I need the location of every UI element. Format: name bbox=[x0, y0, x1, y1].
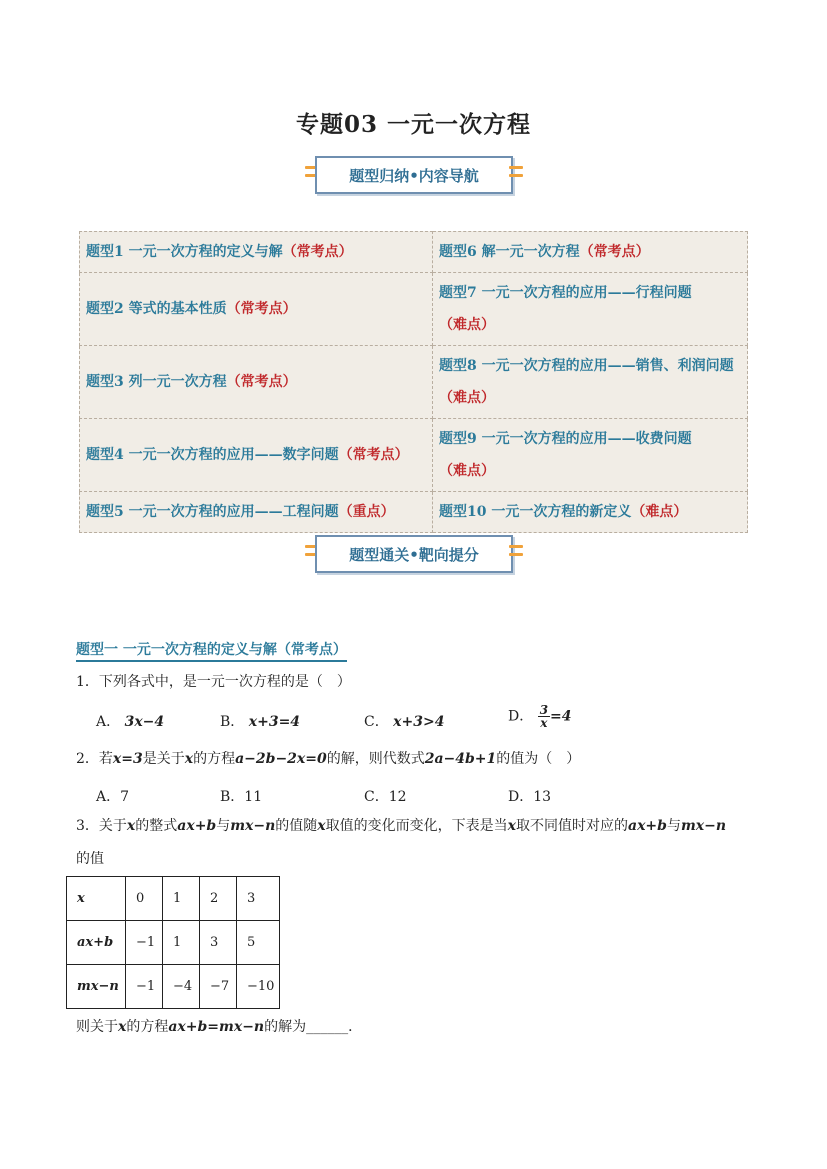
table-row: mx−n −1 −4 −7 −10 bbox=[67, 965, 280, 1009]
train-banner bbox=[305, 535, 523, 573]
question-3-stem: 3．关于x的整式ax+b与mx−n的值随x取值的变化而变化，下表是当x取不同值时对应的ax+b与mx−n bbox=[76, 818, 727, 834]
q1-option-b[interactable]: B． x+3=4 bbox=[220, 714, 301, 730]
q1-option-a[interactable]: A． 3x−4 bbox=[96, 714, 165, 730]
train-banner-label: 题型通关•靶向提分 bbox=[349, 546, 479, 564]
banner-right-mark-icon bbox=[509, 545, 523, 559]
question-1-stem: 1．下列各式中，是一元一次方程的是（ ） bbox=[76, 674, 351, 690]
table-row: x 0 1 2 3 bbox=[67, 877, 280, 921]
question-3-answer-line: 则关于x的方程ax+b=mx−n的解为______． bbox=[76, 1019, 363, 1035]
q2-option-a[interactable]: A．7 bbox=[96, 789, 130, 805]
value-table bbox=[66, 876, 280, 1009]
q1-option-d[interactable]: D． $\frac{3}{x}$ =4 bbox=[508, 703, 572, 730]
page-title: 专题03 一元一次方程 bbox=[295, 111, 531, 138]
topic-navigation-table bbox=[79, 231, 748, 533]
fraction: $\frac{3}{x}$ bbox=[539, 703, 549, 730]
nav-item[interactable]: 题型3 列一元一次方程（常考点） bbox=[80, 346, 433, 419]
nav-row bbox=[80, 273, 748, 346]
nav-row bbox=[80, 492, 748, 533]
table-row: ax+b −1 1 3 5 bbox=[67, 921, 280, 965]
nav-item[interactable]: 题型6 解一元一次方程（常考点） bbox=[433, 232, 748, 273]
nav-banner-label: 题型归纳•内容导航 bbox=[349, 167, 479, 185]
q2-option-c[interactable]: C．12 bbox=[364, 789, 407, 805]
nav-item[interactable]: 题型5 一元一次方程的应用——工程问题（重点） bbox=[80, 492, 433, 533]
nav-row bbox=[80, 232, 748, 273]
banner-right-mark-icon bbox=[509, 166, 523, 180]
nav-banner bbox=[305, 156, 523, 194]
nav-item[interactable]: 题型10 一元一次方程的新定义（难点） bbox=[433, 492, 748, 533]
nav-item[interactable]: 题型4 一元一次方程的应用——数字问题（常考点） bbox=[80, 419, 433, 492]
nav-row bbox=[80, 419, 748, 492]
nav-item[interactable]: 题型2 等式的基本性质（常考点） bbox=[80, 273, 433, 346]
question-3-stem-cont: 的值 bbox=[76, 851, 104, 867]
q2-option-b[interactable]: B．11 bbox=[220, 789, 263, 805]
q1-option-c[interactable]: C． x+3>4 bbox=[364, 714, 445, 730]
question-2-stem: 2．若x=3是关于x的方程a−2b−2x=0的解，则代数式2a−4b+1的值为（ ） bbox=[76, 751, 581, 767]
nav-row bbox=[80, 346, 748, 419]
nav-item[interactable]: 题型7 一元一次方程的应用——行程问题（难点） bbox=[433, 273, 748, 346]
section-heading: 题型一 一元一次方程的定义与解（常考点） bbox=[76, 639, 347, 662]
nav-item[interactable]: 题型8 一元一次方程的应用——销售、利润问题（难点） bbox=[433, 346, 748, 419]
q2-option-d[interactable]: D．13 bbox=[508, 789, 552, 805]
nav-item[interactable]: 题型9 一元一次方程的应用——收费问题（难点） bbox=[433, 419, 748, 492]
nav-item[interactable]: 题型1 一元一次方程的定义与解（常考点） bbox=[80, 232, 433, 273]
